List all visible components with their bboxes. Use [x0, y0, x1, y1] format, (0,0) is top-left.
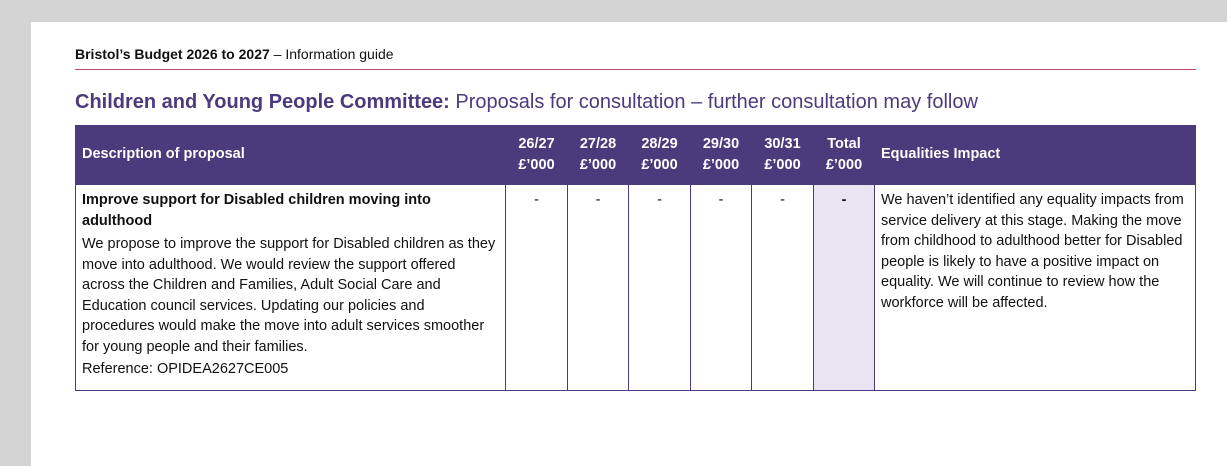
col-description-header: Description of proposal	[76, 125, 506, 185]
col-2829-header: 28/29 £’000	[629, 125, 691, 185]
value-2627: -	[506, 185, 568, 391]
proposal-description-cell	[76, 185, 506, 391]
value-2930: -	[691, 185, 752, 391]
col-2728-header: 27/28 £’000	[568, 125, 629, 185]
section-heading	[75, 91, 978, 114]
proposal-description: We propose to improve the support for Disabled children as they move into adulthood. We would review the support offered across the Children and Families, Adult Social Care and Education council services. Updating our policies and procedures would make the move into adult services smoother for young people and their families.	[82, 236, 496, 355]
col-2930-header: 29/30 £’000	[691, 125, 752, 185]
value-2829: -	[629, 185, 691, 391]
document-subtitle: – Information guide	[269, 46, 394, 62]
col-impact-header: Equalities Impact	[875, 125, 1196, 185]
col-2627-header: 26/27 £’000	[506, 125, 568, 185]
section-subtitle: Proposals for consultation – further consultation may follow	[449, 91, 978, 113]
value-total: -	[814, 185, 875, 391]
value-2728: -	[568, 185, 629, 391]
table-row	[76, 185, 1196, 391]
committee-name: Children and Young People Committee:	[75, 91, 450, 113]
proposal-title: Improve support for Disabled children moving into adulthood	[82, 192, 431, 229]
proposals-table	[75, 125, 1196, 391]
value-3031: -	[752, 185, 814, 391]
header-divider	[75, 69, 1196, 70]
col-total-header: Total £’000	[814, 125, 875, 185]
document-page	[31, 22, 1227, 466]
document-title: Bristol’s Budget 2026 to 2027	[75, 46, 270, 62]
equalities-impact-cell: We haven’t identified any equality impacts from service delivery at this stage. Making the move from childhood to adulthood better for Disabled people is likely to have a positive impact on equality. We will continue to review how the workforce will be affected.	[875, 185, 1196, 391]
table-header-row	[76, 125, 1196, 185]
document-header	[75, 46, 1196, 62]
col-3031-header: 30/31 £’000	[752, 125, 814, 185]
proposal-reference: Reference: OPIDEA2627CE005	[82, 361, 289, 377]
